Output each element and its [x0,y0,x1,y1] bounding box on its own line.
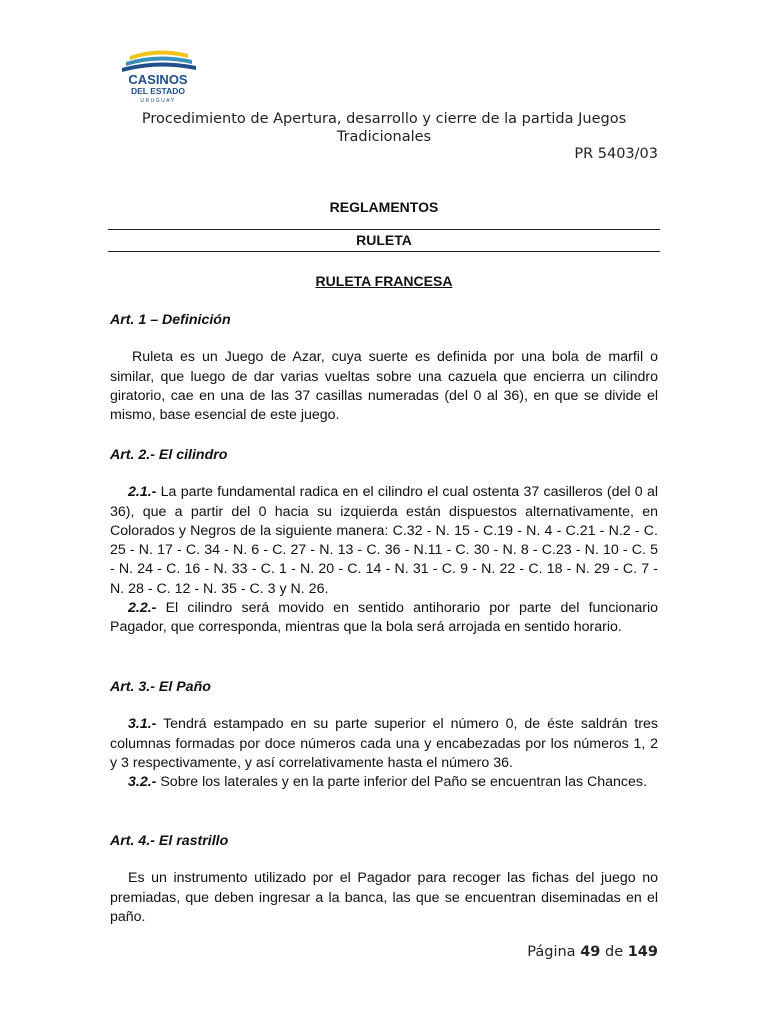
section-ruleta-francesa: RULETA FRANCESA [315,273,453,289]
art2-p1-num: 2.1.- [128,484,157,501]
article-2 [110,446,658,638]
art3-p1-text: Tendrá estampado en su parte superior el número 0, de éste saldrán tres columnas formadas por doce números cada una y encabezadas por los números 1, 2 y 3 respectivamente, y así correlativamente hasta el número 36. [110,716,658,771]
art1-text: Ruleta es un Juego de Azar, cuya suerte es definida por una bola de marfil o similar, que luego de dar varias vueltas sobre una cazuela que encierra un cilindro giratorio, cae en una de las 37 casillas numeradas (del 0 al 36), en que se divide el mismo, base esencial de este juego. [110,349,658,424]
article-3 [110,678,658,792]
title-line-2: Tradicionales [336,129,432,145]
page-number [527,944,658,960]
article-1 [110,311,658,425]
art3-paragraph-2 [110,773,658,792]
article-4 [110,832,658,927]
divider-bottom [108,251,660,252]
art4-title: Art. 4.- El rastrillo [110,833,229,849]
logo-text-uruguay: URUGUAY [140,98,176,104]
divider-top [108,229,660,230]
art2-paragraph-1 [110,483,658,599]
art2-p2-text: El cilindro será movido en sentido antihorario por parte del funcionario Pagador, que corresponda, mientras que la bola será arrojada en sentido horario. [110,600,658,636]
page-total: 149 [627,944,658,960]
document-code: PR 5403/03 [574,146,658,162]
art3-paragraph-1 [110,715,658,773]
logo-graphic [118,46,198,104]
art2-p1-text: La parte fundamental radica en el cilindro el cual ostenta 37 casilleros (del 0 al 36), que a partir del 0 hacia su izquierda están dispuestos alternativamente, en Colorados y Negros de la siguiente manera: C.32 - N. 15 - C.19 - N. 4 - C.21 - N.2 - C. 25 - N. 17 - C. 34 - N. 6 - C. 27 - N. 13 - C. 36 - N.11 - C. 30 - N. 8 - C.23 - N. 10 - C. 5 - N. 24 - C. 16 - N. 33 - C. 1 - N. 20 - C. 14 - N. 31 - C. 9 - N. 22 - C. 18 - N. 29 - C. 7 - N. 28 - C. 12 - N. 35 - C. 3 y N. 26. [110,484,658,597]
art3-title: Art. 3.- El Paño [110,679,211,695]
page-current: 49 [580,944,601,960]
page-separator: de [604,944,624,960]
art2-title: Art. 2.- El cilindro [110,447,228,463]
document-title [110,110,658,146]
logo-text-del-estado: DEL ESTADO [131,86,185,96]
art2-paragraph-2 [110,599,658,638]
title-line-1: Procedimiento de Apertura, desarrollo y cierre de la partida Juegos [141,111,627,127]
art1-title: Art. 1 – Definición [110,312,231,328]
casinos-logo [118,46,198,104]
section-reglamentos: REGLAMENTOS [329,199,439,215]
section-ruleta: RULETA [356,232,412,248]
page-label: Página [527,944,576,960]
art4-text: Es un instrumento utilizado por el Pagador para recoger las fichas del juego no premiadas, que deben ingresar a la banca, las que se encuentran diseminadas en el paño. [110,870,658,925]
art2-p2-num: 2.2.- [128,600,157,617]
art3-p2-num: 3.2.- [128,774,157,791]
art3-p1-num: 3.1.- [128,716,157,733]
logo-text-casinos: CASINOS [128,72,188,87]
art3-p2-text: Sobre los laterales y en la parte inferior del Paño se encuentran las Chances. [160,774,647,791]
